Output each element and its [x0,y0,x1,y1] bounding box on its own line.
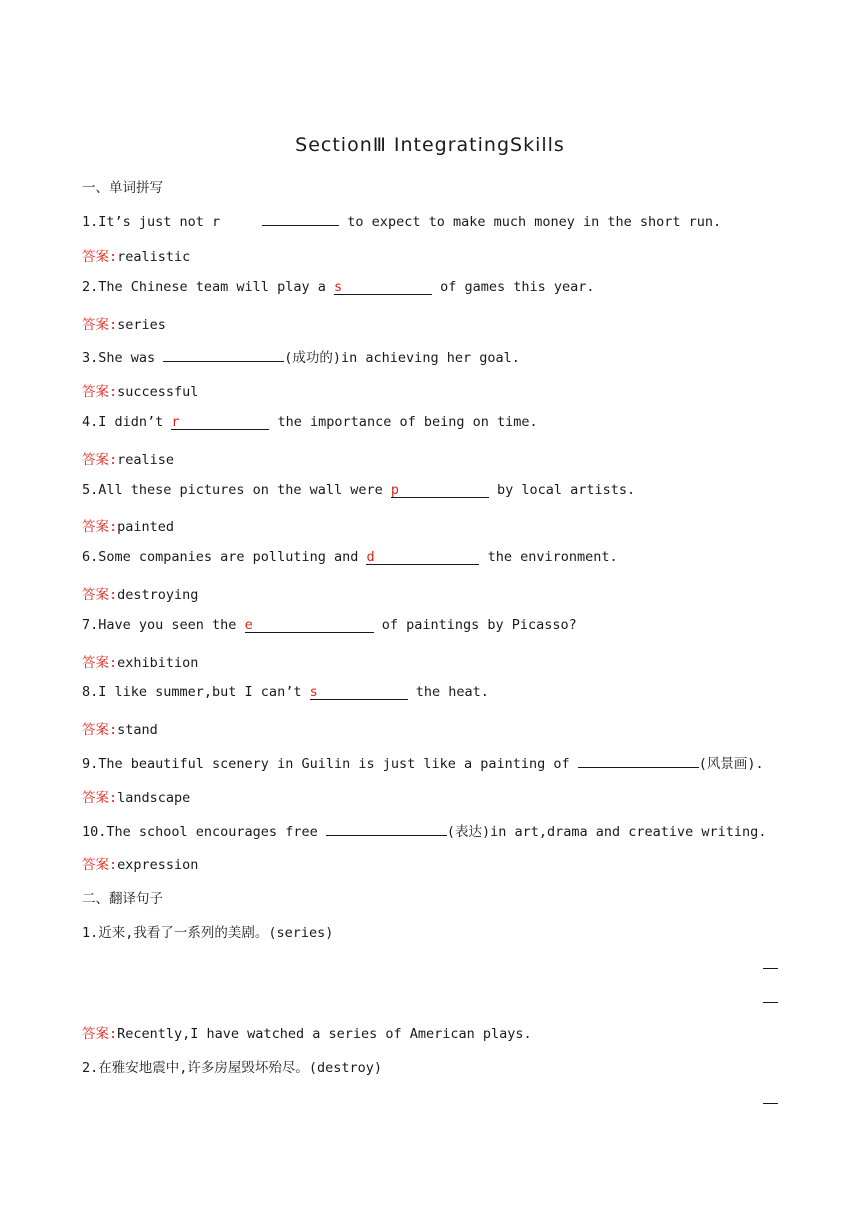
question-text: 8.I like summer,but I can’t [82,684,310,700]
question-text: 2.The Chinese team will play a [82,279,334,295]
answer-label: 答案: [82,519,118,535]
question-1 [82,211,721,230]
question-text: of paintings by Picasso? [373,617,577,633]
question-text: 4.I didn’t [82,414,172,430]
answer-blank [163,347,284,362]
question-text: the environment. [479,549,618,565]
section2-heading: 二、翻译句子 [82,891,163,907]
answer-blank [262,211,339,226]
question-8 [82,684,489,700]
question-text: the heat. [407,684,489,700]
answer-blank: e [245,618,374,633]
answer-label: 答案: [82,857,118,873]
answer-7 [82,651,198,671]
answer-text: series [117,317,166,333]
answer-text: stand [117,722,158,738]
answer-text: exhibition [117,655,199,671]
question-text: 9.The beautiful scenery in Guilin is just like a painting of [82,756,578,772]
question-text: 10.The school encourages free [82,824,326,840]
question-2 [82,279,595,295]
translation-1-prompt: 1.近来,我看了一系列的美剧。(series) [82,925,334,941]
answer-text: expression [117,857,199,873]
answer-text: painted [117,519,175,535]
answer-line-end [763,968,778,969]
answer-8 [82,718,158,738]
answer-label: 答案: [82,317,118,333]
answer-blank: p [391,483,489,498]
question-text: by local artists. [488,482,636,498]
answer-4 [82,448,174,468]
answer-blank: s [310,685,408,700]
answer-blank [326,821,447,836]
answer-line-end [763,1002,778,1003]
question-9 [82,752,764,772]
answer-label: 答案: [82,655,118,671]
answer-label: 答案: [82,384,118,400]
question-text: the importance of being on time. [269,414,538,430]
answer-blank: s [334,280,432,295]
question-text: to expect to make much money in the short run. [339,214,722,230]
question-text: of games this year. [431,279,595,295]
question-6 [82,549,618,565]
answer-label: 答案: [82,587,118,603]
answer-text: realise [117,452,175,468]
translation-2-prompt: 2.在雅安地震中,许多房屋毁坏殆尽。(destroy) [82,1060,383,1076]
answer-5 [82,515,174,535]
answer-text: landscape [117,790,191,806]
question-10 [82,820,766,840]
answer-9 [82,786,190,806]
translation-1-answer [82,1022,532,1042]
page-title: SectionⅢ IntegratingSkills [295,134,565,156]
question-4 [82,414,538,430]
answer-line-end [763,1103,778,1104]
answer-10 [82,853,198,873]
answer-6 [82,583,198,603]
answer-blank: d [366,550,479,565]
question-text: (表达)in art,drama and creative writing. [446,824,767,840]
answer-3 [82,380,198,400]
question-text: 3.She was [82,350,164,366]
question-text: 6.Some companies are polluting and [82,549,367,565]
question-7 [82,617,577,633]
question-text: (成功的)in achieving her goal. [284,350,520,366]
section1-heading: 一、单词拼写 [82,180,163,196]
question-5 [82,482,635,498]
answer-label: 答案: [82,722,118,738]
answer-label: 答案: [82,790,118,806]
question-3 [82,346,520,366]
answer-text: realistic [117,249,191,265]
answer-blank [578,753,699,768]
answer-1 [82,245,190,265]
question-text: 7.Have you seen the [82,617,245,633]
answer-label: 答案: [82,249,118,265]
answer-text: Recently,I have watched a series of American plays. [117,1026,532,1042]
question-text: 5.All these pictures on the wall were [82,482,391,498]
answer-text: successful [117,384,199,400]
answer-label: 答案: [82,452,118,468]
question-text: (风景画). [698,756,764,772]
answer-label: 答案: [82,1026,118,1042]
answer-blank: r [171,415,269,430]
answer-2 [82,313,166,333]
question-text: 1.It’s just not r [82,214,221,230]
answer-text: destroying [117,587,199,603]
